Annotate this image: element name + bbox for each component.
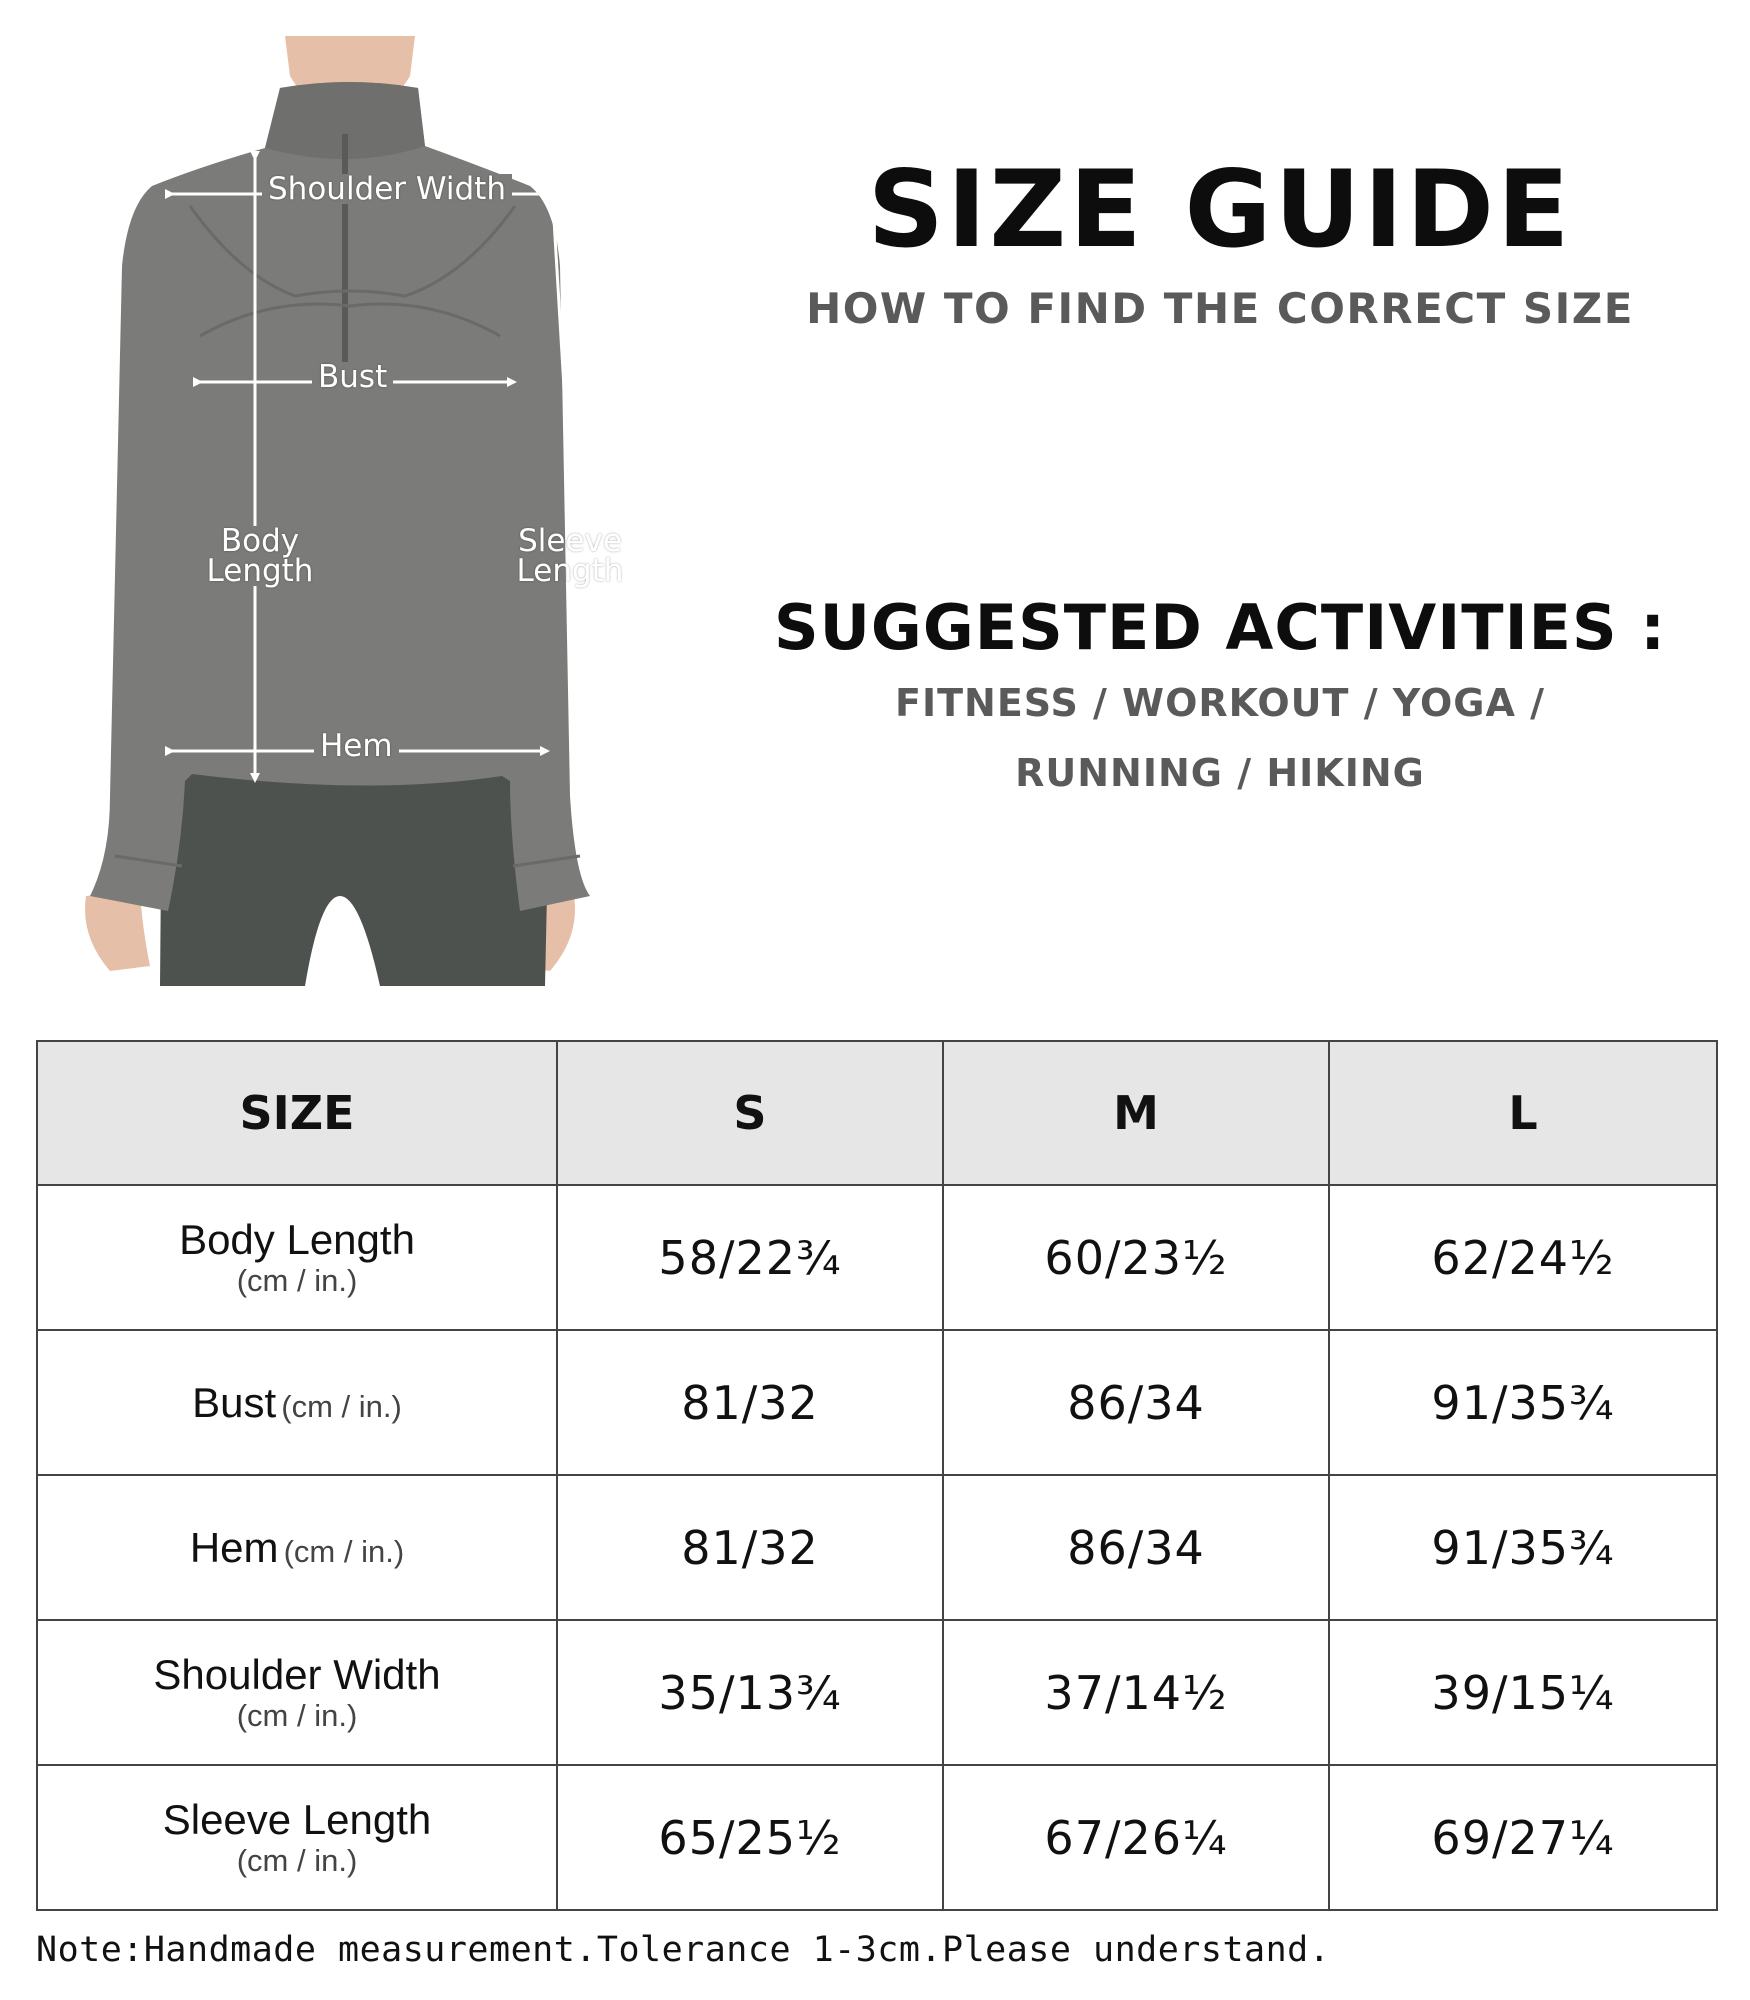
shoulder-width-label: Shoulder Width	[262, 174, 512, 204]
bust-label: Bust	[312, 362, 393, 392]
row-label: Sleeve Length	[162, 1795, 432, 1843]
hem-label: Hem	[314, 731, 399, 761]
value-cell: 58/22¾	[557, 1185, 943, 1330]
column-header-size: SIZE	[37, 1041, 557, 1185]
column-header-s: S	[557, 1041, 943, 1185]
size-table	[36, 1040, 1718, 1911]
table-row	[37, 1330, 1717, 1475]
value-cell: 65/25½	[557, 1765, 943, 1910]
value-cell: 39/15¼	[1329, 1620, 1717, 1765]
activities-line-2: RUNNING / HIKING	[1015, 751, 1425, 795]
table-row	[37, 1620, 1717, 1765]
value-cell: 67/26¼	[943, 1765, 1329, 1910]
row-label-cell	[37, 1475, 557, 1620]
column-header-m: M	[943, 1041, 1329, 1185]
table-row	[37, 1765, 1717, 1910]
value-cell: 91/35¾	[1329, 1330, 1717, 1475]
table-header-row	[37, 1041, 1717, 1185]
value-cell: 62/24½	[1329, 1185, 1717, 1330]
row-label: Shoulder Width	[153, 1650, 441, 1698]
row-label-cell	[37, 1620, 557, 1765]
table-row	[37, 1185, 1717, 1330]
value-cell: 69/27¼	[1329, 1765, 1717, 1910]
value-cell: 60/23½	[943, 1185, 1329, 1330]
activities-line-1: FITNESS / WORKOUT / YOGA /	[895, 681, 1545, 725]
row-label-cell	[37, 1185, 557, 1330]
value-cell: 81/32	[557, 1475, 943, 1620]
row-label: Bust	[192, 1378, 277, 1426]
row-label-cell	[37, 1765, 557, 1910]
row-label: Body Length	[179, 1215, 415, 1263]
value-cell: 81/32	[557, 1330, 943, 1475]
body-length-label: Body Length	[200, 526, 320, 586]
column-header-l: L	[1329, 1041, 1717, 1185]
row-unit: (cm / in.)	[236, 1697, 358, 1733]
row-label-cell	[37, 1330, 557, 1475]
garment-illustration	[70, 36, 650, 996]
sleeve-length-label: Sleeve Length	[516, 523, 624, 589]
activities-title: SUGGESTED ACTIVITIES :	[773, 591, 1667, 664]
row-unit: (cm / in.)	[236, 1262, 358, 1298]
row-unit: (cm / in.)	[283, 1533, 405, 1569]
table-row	[37, 1475, 1717, 1620]
page-subtitle: HOW TO FIND THE CORRECT SIZE	[806, 284, 1634, 333]
suggested-activities	[760, 588, 1680, 808]
row-unit: (cm / in.)	[281, 1388, 402, 1424]
value-cell: 86/34	[943, 1330, 1329, 1475]
value-cell: 37/14½	[943, 1620, 1329, 1765]
tolerance-note: Note:Handmade measurement.Tolerance 1-3cm.Please understand.	[36, 1930, 1331, 1970]
value-cell: 86/34	[943, 1475, 1329, 1620]
value-cell: 35/13¾	[557, 1620, 943, 1765]
leggings	[160, 756, 550, 986]
value-cell: 91/35¾	[1329, 1475, 1717, 1620]
row-label: Hem	[189, 1523, 279, 1571]
size-guide-header	[760, 150, 1680, 333]
row-unit: (cm / in.)	[236, 1842, 358, 1878]
page-title: SIZE GUIDE	[867, 148, 1573, 271]
